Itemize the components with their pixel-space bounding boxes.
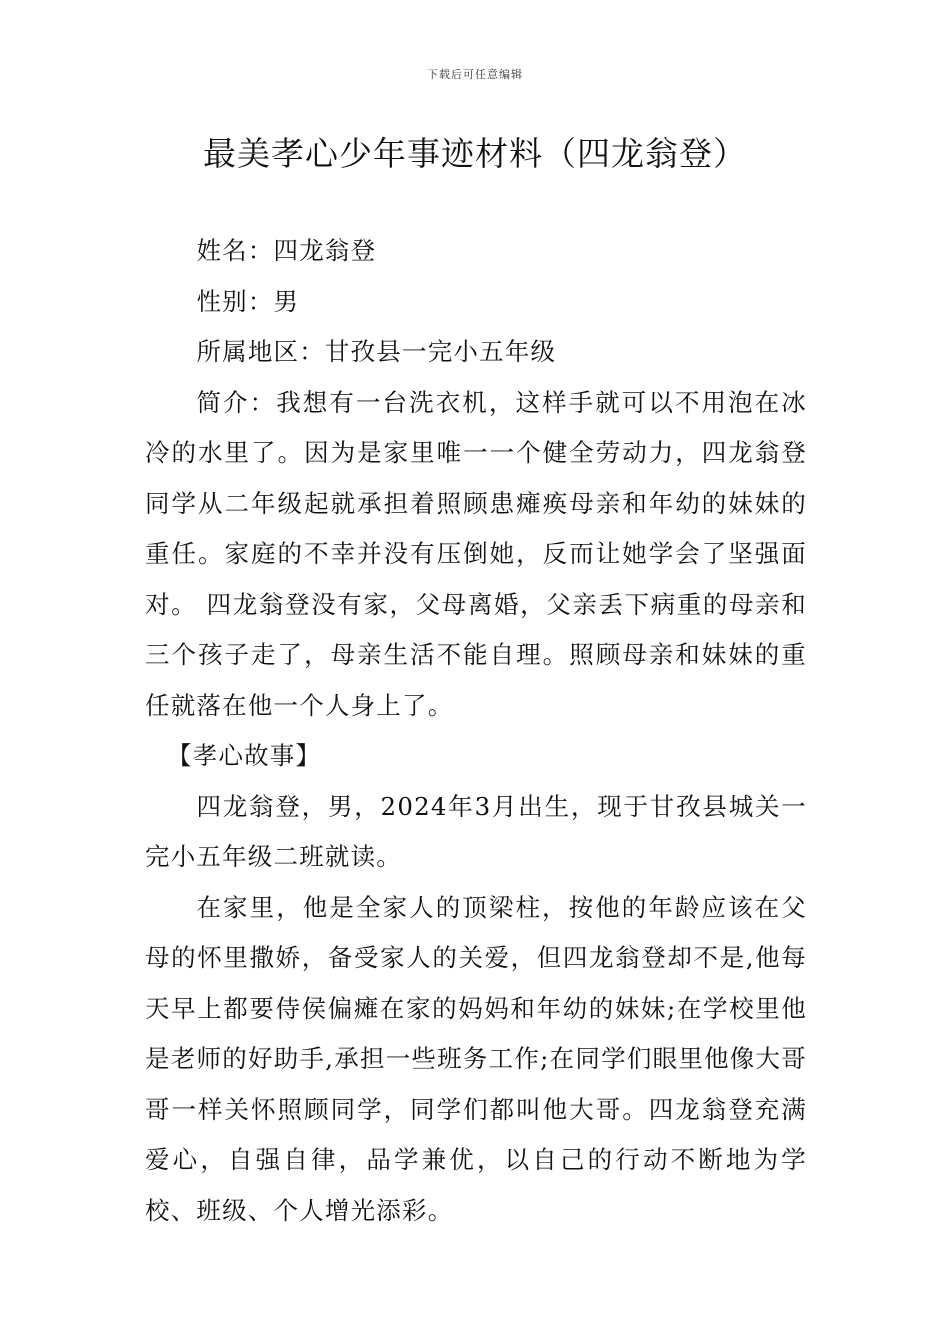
- header-note: 下载后可任意编辑: [427, 68, 523, 81]
- field-name: 姓名：四龙翁登: [196, 236, 377, 265]
- field-gender: 性别：男: [196, 286, 300, 316]
- document-body: [145, 226, 807, 1236]
- story-paragraph-2: 在家里，他是全家人的顶梁柱，按他的年龄应该在父母的怀里撒娇，备受家人的关爱，但四龙翁登却不是,他每天早上都要侍侯偏瘫在家的妈妈和年幼的妹妹;在学校里他是老师的好助手,承担一些班务工作;在同学们眼里他像大哥哥一样关怀照顾同学，同学们都叫他大哥。四龙翁登充满爱心，自强自律，品学兼优，以自己的行动不断地为学校、班级、个人增光添彩。: [145, 892, 807, 1225]
- section-title: 【孝心故事】: [167, 741, 322, 770]
- document-title: 最美孝心少年事迹材料（四龙翁登）: [203, 134, 747, 173]
- story-paragraph-1: 四龙翁登，男，2024年3月出生，现于甘孜县城关一完小五年级二班就读。: [145, 791, 807, 871]
- field-region: 所属地区：甘孜县一完小五年级: [196, 337, 557, 366]
- intro-paragraph: 简介：我想有一台洗衣机，这样手就可以不用泡在冰冷的水里了。因为是家里唯一一个健全劳动力，四龙翁登同学从二年级起就承担着照顾患瘫痪母亲和年幼的妹妹的重任。家庭的不幸并没有压倒她，反而让她学会了坚强面对。 四龙翁登没有家，父母离婚，父亲丢下病重的母亲和三个孩子走了，母亲生活不能自理。照顾母亲和妹妹的重任就落在他一个人身上了。: [145, 387, 807, 720]
